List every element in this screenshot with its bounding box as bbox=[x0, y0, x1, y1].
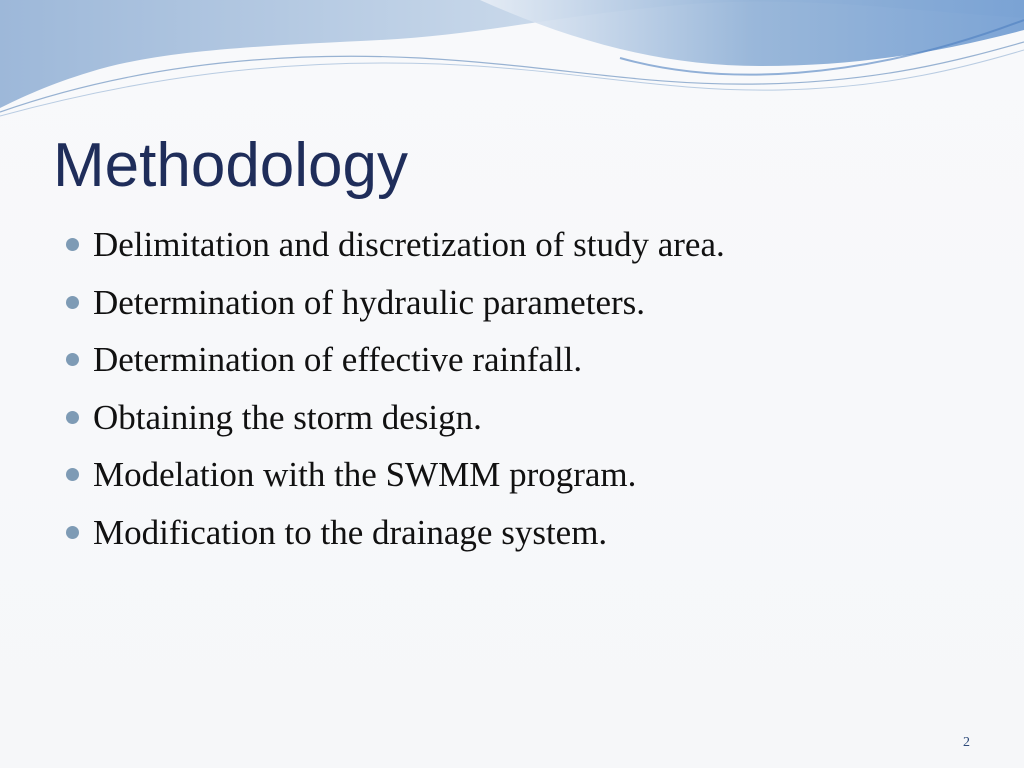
bullet-dot-icon bbox=[66, 526, 79, 539]
header-wave-decoration bbox=[0, 0, 1024, 130]
bullet-text: Delimitation and discretization of study area. bbox=[93, 225, 725, 264]
bullet-text: Modification to the drainage system. bbox=[93, 512, 608, 552]
page-number: 2 bbox=[963, 735, 970, 750]
bullet-list bbox=[66, 222, 725, 567]
bullet-dot-icon bbox=[66, 353, 79, 366]
bullet-item bbox=[66, 280, 725, 338]
slide-title: Methodology bbox=[53, 131, 409, 200]
bullet-dot-icon bbox=[66, 238, 79, 251]
bullet-dot-icon bbox=[66, 296, 79, 309]
bullet-item bbox=[66, 395, 725, 453]
bullet-text: Determination of hydraulic parameters. bbox=[93, 282, 646, 322]
bullet-dot-icon bbox=[66, 468, 79, 481]
bullet-item bbox=[66, 337, 725, 395]
bullet-item bbox=[66, 510, 725, 568]
bullet-text: Obtaining the storm design. bbox=[93, 397, 482, 437]
bullet-item bbox=[66, 222, 725, 280]
bullet-item bbox=[66, 452, 725, 510]
bullet-text: Modelation with the SWMM program. bbox=[93, 455, 637, 494]
bullet-text: Determination of effective rainfall. bbox=[93, 340, 583, 379]
bullet-dot-icon bbox=[66, 411, 79, 424]
